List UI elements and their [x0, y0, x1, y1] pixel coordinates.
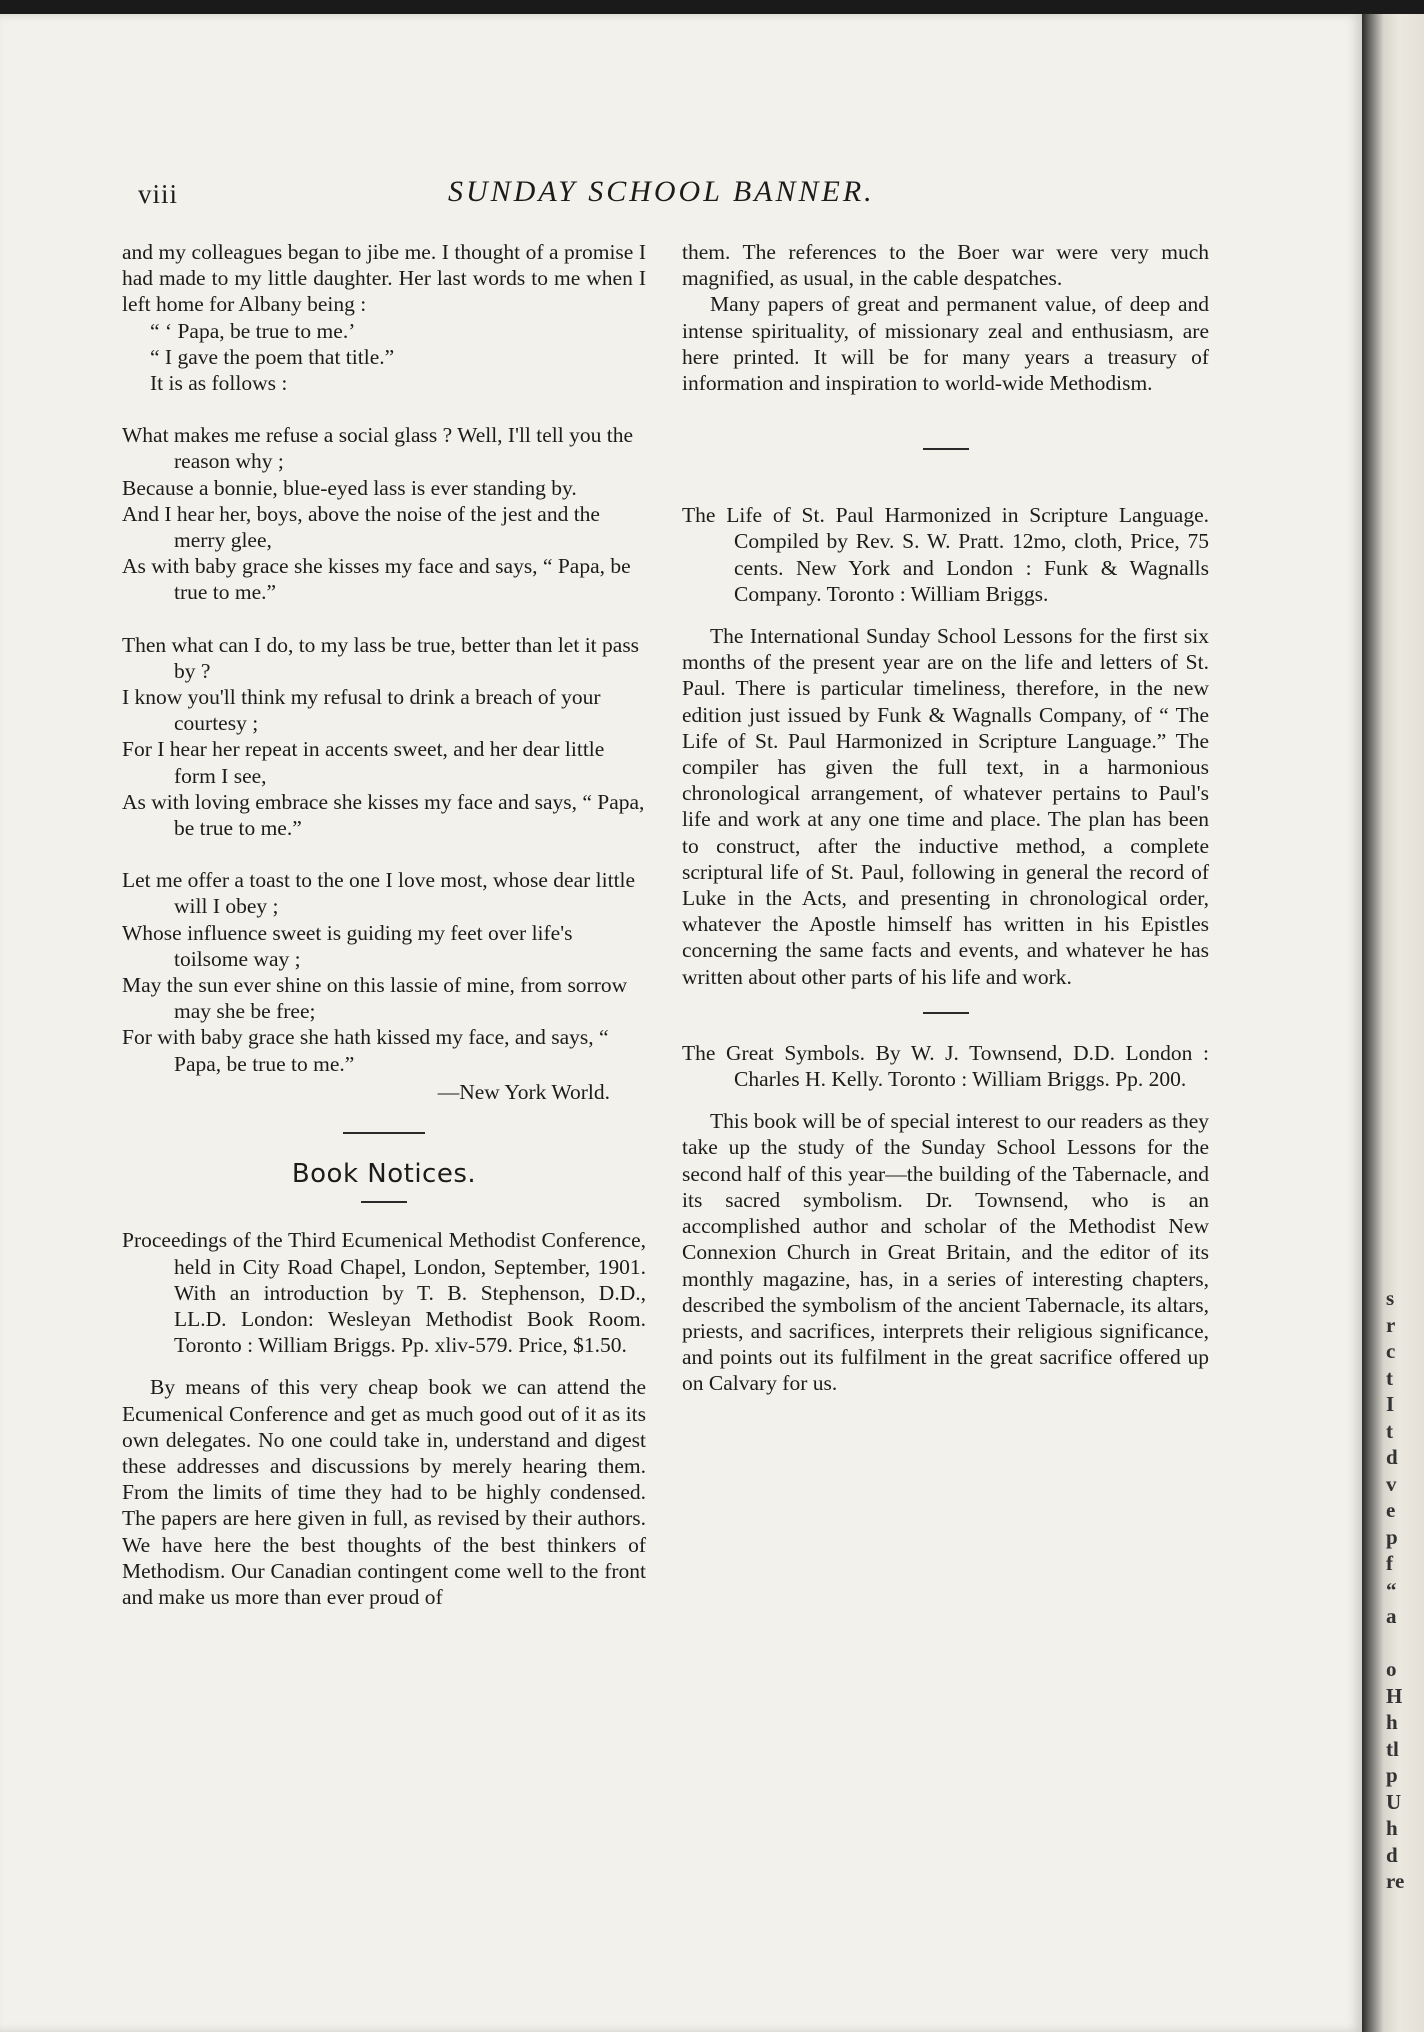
- poem-line: Then what can I do, to my lass be true, better than let it pass by ?: [122, 632, 640, 683]
- edge-fragment: o: [1386, 1657, 1397, 1681]
- poem-stanza: [122, 867, 646, 1077]
- left-column: [122, 239, 646, 1610]
- book-review: By means of this very cheap book we can attend the Ecumenical Conference and get as much good out of it as its own delegates. No one could take in, understand and digest these addresses and discussions by merely hearing them. From the limits of time they had to be highly condensed. The papers are here given in full, as revised by their authors. We have here the best thoughts of the best thinkers of Methodism. Our Canadian contingent come well to the front and make us more than ever proud of: [122, 1375, 646, 1609]
- section-divider: [923, 1012, 969, 1014]
- edge-fragment: p: [1386, 1763, 1398, 1787]
- book-citation: The Great Symbols. By W. J. Townsend, D.D. London : Charles H. Kelly. Toronto : William Briggs. Pp. 200.: [682, 1040, 1209, 1092]
- poem-line: Let me offer a toast to the one I love most, whose dear little will I obey ;: [122, 868, 636, 919]
- book-review: This book will be of special interest to our readers as they take up the study of the Sunday School Lessons for the second half of this year—the building of the Tabernacle, and its sacred symbolism. Dr. Townsend, who is an accomplished author and scholar of the Methodist New Connexion Church in Great Britain, and the editor of its monthly magazine, has, in a series of interesting chapters, described the symbolism of the ancient Tabernacle, its altars, priests, and sacrifices, interprets their religious significance, and points out its fulfilment in the great sacrifice offered up on Calvary for us.: [682, 1109, 1209, 1396]
- edge-fragment: “: [1386, 1577, 1397, 1602]
- edge-fragment: v: [1386, 1471, 1397, 1496]
- edge-fragment: d: [1386, 1842, 1398, 1867]
- poem-stanza: [122, 632, 646, 842]
- poem-line: For I hear her repeat in accents sweet, and her dear little form I see,: [122, 737, 605, 788]
- poem-attribution: —New York World.: [437, 1079, 610, 1104]
- edge-fragment: e: [1386, 1498, 1396, 1522]
- edge-fragment: f: [1386, 1551, 1393, 1575]
- poem-line: As with baby grace she kisses my face and says, “ Papa, be true to me.”: [122, 554, 631, 605]
- book-citation: The Life of St. Paul Harmonized in Scripture Language. Compiled by Rev. S. W. Pratt. 12mo, cloth, Price, 75 cents. New York and London : Funk & Wagnalls Company. Toronto : William Briggs.: [682, 503, 1209, 606]
- edge-fragment: t: [1386, 1418, 1393, 1443]
- poem-line: I know you'll think my refusal to drink a breach of your courtesy ;: [122, 685, 601, 736]
- poem-line: May the sun ever shine on this lassie of mine, from sorrow may she be free;: [122, 973, 628, 1024]
- right-column: [682, 239, 1209, 1397]
- page-header: [122, 167, 1212, 207]
- page-number: viii: [138, 179, 179, 209]
- edge-fragment: p: [1386, 1524, 1398, 1549]
- intro-paragraph: and my colleagues began to jibe me. I thought of a promise I had made to my little daughter. Her last words to me when I left home for Albany being :: [122, 240, 646, 317]
- edge-fragment: U: [1386, 1789, 1402, 1814]
- section-divider: [923, 448, 969, 450]
- quote-line: “ ‘ Papa, be true to me.’: [150, 318, 356, 343]
- section-rule: [343, 1132, 425, 1134]
- edge-fragment: I: [1386, 1392, 1395, 1416]
- title-rule: [361, 1201, 407, 1203]
- poem-line: What makes me refuse a social glass ? Well, I'll tell you the reason why ;: [122, 423, 634, 474]
- quote-line: It is as follows :: [150, 371, 288, 396]
- edge-fragment: d: [1386, 1445, 1398, 1469]
- edge-fragment: t: [1386, 1365, 1393, 1390]
- poem-line: Whose influence sweet is guiding my feet over life's toilsome way ;: [122, 920, 573, 971]
- edge-fragment: a: [1386, 1604, 1397, 1628]
- edge-fragment: H: [1386, 1683, 1403, 1708]
- poem-line: And I hear her, boys, above the noise of the jest and the merry glee,: [122, 501, 600, 553]
- edge-fragment: h: [1386, 1816, 1398, 1840]
- edge-fragment: h: [1386, 1710, 1398, 1734]
- book-page: [0, 14, 1362, 2032]
- edge-fragment: r: [1386, 1312, 1396, 1337]
- book-review-continued: Many papers of great and permanent value, of deep and intense spirituality, of missionary zeal and enthusiasm, are here printed. It will be for many years a treasury of information and inspiration to world-wide Methodism.: [682, 292, 1209, 396]
- edge-fragment: s: [1386, 1286, 1395, 1310]
- poem-line: For with baby grace she hath kissed my face, and says, “ Papa, be true to me.”: [122, 1025, 609, 1076]
- poem: [122, 422, 646, 1077]
- running-head: SUNDAY SCHOOL BANNER.: [448, 175, 875, 208]
- poem-stanza: [122, 422, 646, 605]
- edge-fragment: re: [1386, 1869, 1405, 1893]
- edge-fragment: [1386, 1630, 1420, 1657]
- section-title: Book Notices.: [291, 1159, 477, 1190]
- book-citation: Proceedings of the Third Ecumenical Methodist Conference, held in City Road Chapel, London, September, 1901. With an introduction by T. B. Stephenson, D.D., LL.D. London: Wesleyan Methodist Book Room. Toronto : William Briggs. Pp. xliv-579. Price, $1.50.: [122, 1228, 646, 1358]
- book-review-continued: them. The references to the Boer war were very much magnified, as usual, in the cable despatches.: [682, 240, 1209, 291]
- edge-fragment: tl: [1386, 1736, 1399, 1761]
- poem-line: As with loving embrace she kisses my face and says, “ Papa, be true to me.”: [122, 789, 645, 841]
- poem-line: Because a bonnie, blue-eyed lass is ever standing by.: [122, 475, 577, 500]
- edge-fragment: c: [1386, 1339, 1396, 1363]
- book-review: The International Sunday School Lessons for the first six months of the present year are on the life and letters of St. Paul. There is particular timeliness, therefore, in the new edition just issued by Funk & Wagnalls Company, of “ The Life of St. Paul Harmonized in Scripture Language.” The compiler has given the full text, in a harmonious chronological arrangement, of whatever pertains to Paul's life and work at any one time and place. The plan has been to construct, after the inductive method, a complete scriptural life of St. Paul, following in general the record of Luke in the Acts, and presenting in chronological order, whatever the Apostle himself has written in his Epistles concerning the same facts and events, and whatever he has written about other parts of his life and work.: [682, 624, 1209, 989]
- quote-line: “ I gave the poem that title.”: [150, 344, 395, 369]
- facing-page-fragments: [1386, 1285, 1420, 1895]
